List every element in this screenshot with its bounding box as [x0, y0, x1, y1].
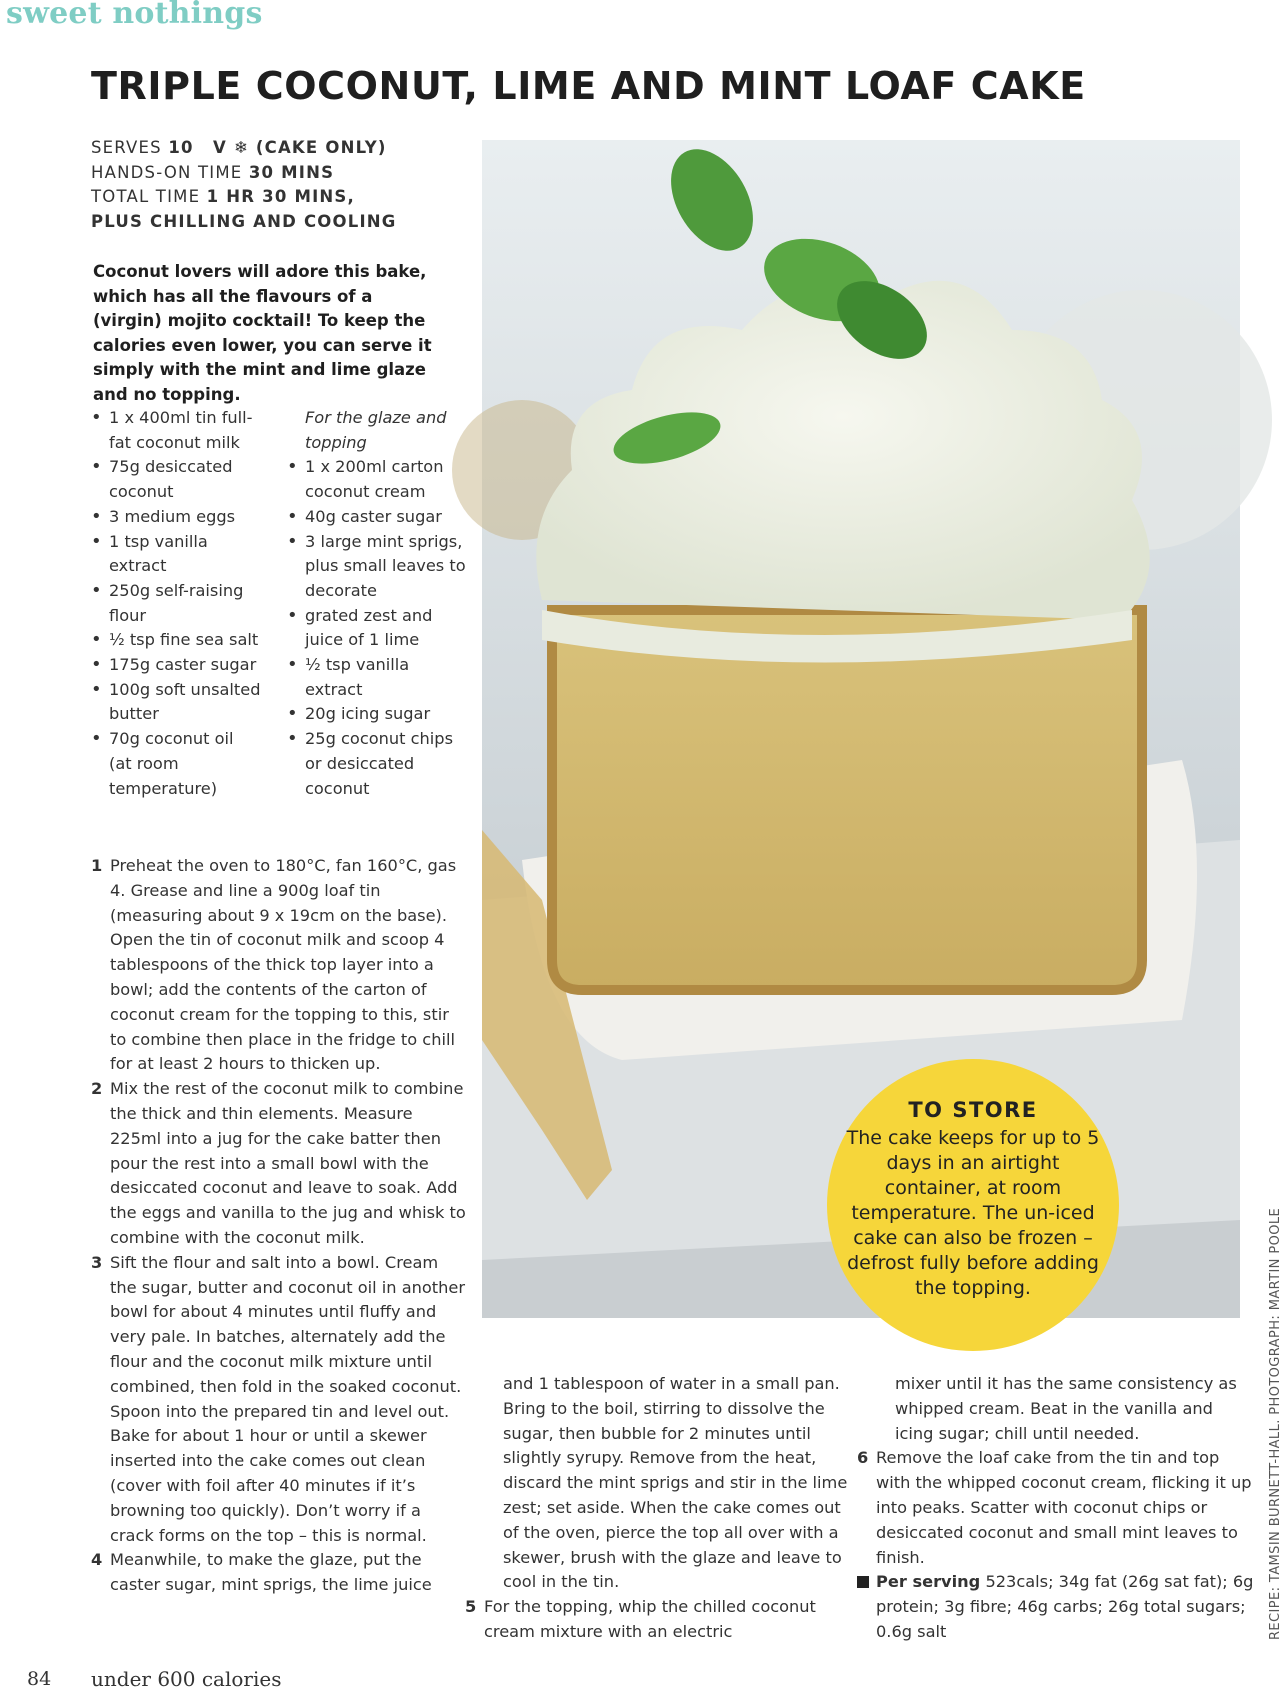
- ingredient-item: • 250g self-raising flour: [91, 579, 261, 628]
- serves-label: SERVES: [91, 138, 162, 157]
- method-step: [91, 1548, 466, 1598]
- method-step: [484, 1372, 856, 1595]
- to-store-title: TO STORE: [908, 1098, 1038, 1122]
- ingredient-item: • grated zest and juice of 1 lime: [287, 604, 469, 653]
- total-time-label: TOTAL TIME: [91, 187, 201, 206]
- bullet-square-icon: [857, 1576, 869, 1588]
- ingredient-item: • 100g soft unsalted butter: [91, 678, 261, 727]
- ingredient-item: • 20g icing sugar: [287, 702, 469, 727]
- method-step: [91, 1251, 466, 1549]
- ingredients-cake: [91, 406, 261, 801]
- step-text: Remove the loaf cake from the tin and top with the whipped coconut cream, flicking it up into peaks. Scatter with coconut chips or desiccated coconut and small mint leaves to finish.: [876, 1448, 1252, 1567]
- page-number: 84: [27, 1668, 52, 1690]
- step-text: Mix the rest of the coconut milk to combine the thick and thin elements. Measure 225ml into a jug for the cake batter then pour the rest into a small bowl with the desiccated coconut and leave to soak. Add the eggs and vanilla to the jug and whisk to combine with the coconut milk.: [110, 1079, 466, 1247]
- recipe-meta: [91, 136, 397, 234]
- method-step: [876, 1372, 1254, 1446]
- glaze-heading: For the glaze and topping: [305, 408, 447, 452]
- step-text: mixer until it has the same consistency as whipped cream. Beat in the vanilla and icing sugar; chill until needed.: [895, 1374, 1237, 1443]
- ingredients-glaze: [287, 406, 469, 801]
- method-step: [91, 854, 466, 1077]
- step-text: Sift the flour and salt into a bowl. Cream the sugar, butter and coconut oil in another bowl for about 4 minutes until fluffy and very pale. In batches, alternately add the flour and the coconut milk mixture until combined, then fold in the soaked coconut. Spoon into the prepared tin and level out. Bake for about 1 hour or until a skewer inserted into the cake comes out clean (cover with foil after 40 minutes if it’s browning too quickly). Don’t worry if a crack forms on the top – this is normal.: [110, 1252, 466, 1545]
- step-number: 6: [857, 1448, 869, 1468]
- ingredient-item: • 40g caster sugar: [287, 505, 469, 530]
- recipe-title: TRIPLE COCONUT, LIME AND MINT LOAF CAKE: [91, 64, 1086, 108]
- ingredient-item: • ½ tsp fine sea salt: [91, 628, 261, 653]
- to-store-text: The cake keeps for up to 5 days in an airtight container, at room temperature. The un-iced cake can also be frozen – defrost fully before adding the topping.: [846, 1127, 1100, 1299]
- ingredient-item: • 1 x 400ml tin full-fat coconut milk: [91, 406, 261, 455]
- nutrition-info: [857, 1570, 1254, 1644]
- step-text: For the topping, whip the chilled coconut cream mixture with an electric: [484, 1597, 816, 1641]
- ingredient-item: • 175g caster sugar: [91, 653, 261, 678]
- hands-on-value: 30 MINS: [248, 162, 335, 182]
- method-step: [465, 1595, 856, 1645]
- total-time-value: 1 HR 30 MINS,: [206, 187, 355, 206]
- serves-value: 10: [168, 138, 194, 157]
- ingredient-item: • 25g coconut chips or desiccated coconut: [287, 727, 469, 801]
- step-text: and 1 tablespoon of water in a small pan. Bring to the boil, stirring to dissolve the sugar, then bubble for 2 minutes until slightly syrupy. Remove from the heat, discard the mint sprigs and stir in the lime zest; set aside. When the cake comes out of the oven, pierce the top all over with a skewer, brush with the glaze and leave to cool in the tin.: [503, 1374, 848, 1592]
- method-column-1: [91, 854, 466, 1598]
- diet-tags: V ❄ (CAKE ONLY): [213, 138, 387, 157]
- method-step: [91, 1077, 466, 1251]
- section-footer: under 600 calories: [91, 1667, 282, 1691]
- step-number: 1: [91, 856, 103, 875]
- ingredient-item: • 70g coconut oil (at room temperature): [91, 727, 261, 801]
- total-time-extra: PLUS CHILLING AND COOLING: [91, 211, 397, 231]
- brand-logo: sweet nothings: [6, 0, 263, 31]
- ingredient-item: • ½ tsp vanilla extract: [287, 653, 469, 702]
- nutrition-label: Per serving: [876, 1572, 981, 1592]
- ingredient-item: • 1 x 200ml carton coconut cream: [287, 455, 469, 504]
- method-column-2: [465, 1372, 856, 1645]
- method-column-3: [857, 1372, 1254, 1645]
- step-number: 2: [91, 1079, 103, 1099]
- ingredient-item: • 3 large mint sprigs, plus small leaves to decorate: [287, 530, 469, 604]
- method-step: [857, 1446, 1254, 1570]
- step-text: Preheat the oven to 180°C, fan 160°C, gas 4. Grease and line a 900g loaf tin (measuring about 9 x 19cm on the base). Open the tin of coconut milk and scoop 4 tablespoons of the thick top layer into a bowl; add the contents of the carton of coconut cream for the topping to this, stir to combine then place in the fridge to chill for at least 2 hours to thicken up.: [110, 856, 457, 1074]
- photo-credit: RECIPE: TAMSIN BURNETT-HALL. PHOTOGRAPH: MARTIN POOLE: [1268, 1207, 1283, 1640]
- hands-on-label: HANDS-ON TIME: [91, 162, 243, 182]
- step-text: Meanwhile, to make the glaze, put the caster sugar, mint sprigs, the lime juice: [110, 1550, 432, 1595]
- step-number: 5: [465, 1597, 477, 1617]
- ingredient-item: • 3 medium eggs: [91, 505, 261, 530]
- ingredient-item: • 75g desiccated coconut: [91, 455, 261, 504]
- ingredient-item: • 1 tsp vanilla extract: [91, 530, 261, 579]
- step-number: 4: [91, 1550, 103, 1570]
- step-number: 3: [91, 1252, 103, 1272]
- nutrition-text: 523cals; 34g fat (26g sat fat); 6g protein; 3g fibre; 46g carbs; 26g total sugars; 0.6g salt: [876, 1572, 1254, 1641]
- recipe-intro: Coconut lovers will adore this bake, which has all the flavours of a (virgin) mojito cocktail! To keep the calories even lower, you can serve it simply with the mint and lime glaze and no topping.: [93, 262, 432, 404]
